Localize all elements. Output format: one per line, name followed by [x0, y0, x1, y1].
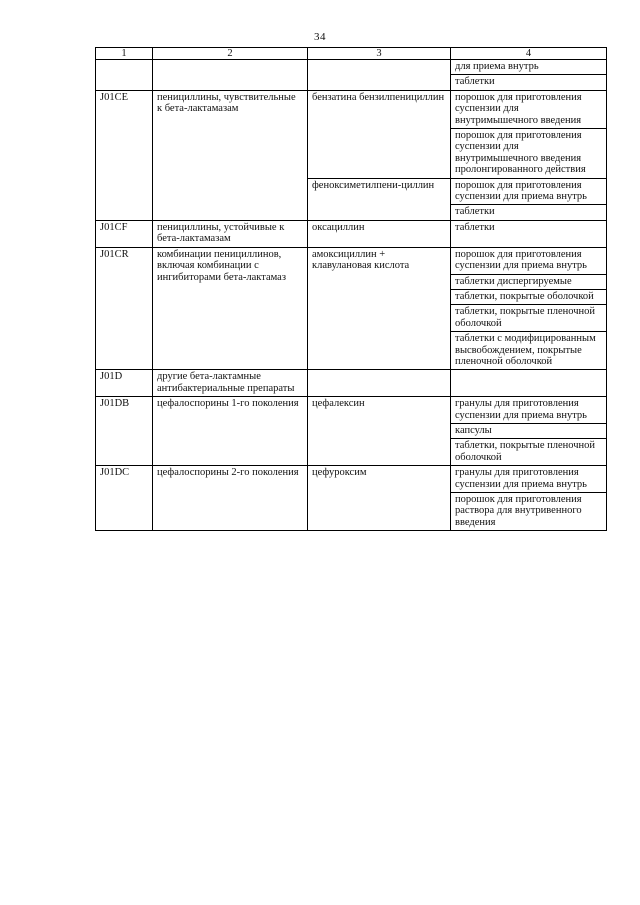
- dosage-form: гранулы для приготовления суспензии для приема внутрь: [451, 397, 607, 424]
- dosage-form: порошок для приготовления раствора для внутривенного введения: [451, 493, 607, 531]
- table-row: [96, 370, 607, 397]
- substance-name: [308, 370, 451, 397]
- group-name: комбинации пенициллинов, включая комбинации с ингибиторами бета-лактамаз: [153, 247, 308, 370]
- dosage-form: порошок для приготовления суспензии для приема внутрь: [451, 247, 607, 274]
- dosage-form: таблетки диспергируемые: [451, 274, 607, 289]
- dosage-form: для приема внутрь: [451, 60, 607, 75]
- dosage-form: таблетки: [451, 75, 607, 90]
- table-row: [96, 247, 607, 274]
- dosage-form: таблетки, покрытые оболочкой: [451, 289, 607, 304]
- dosage-form: таблетки: [451, 205, 607, 220]
- dosage-form: таблетки, покрытые пленочной оболочкой: [451, 305, 607, 332]
- table-row: [96, 90, 607, 128]
- column-header: 2: [153, 48, 308, 60]
- dosage-form: гранулы для приготовления суспензии для приема внутрь: [451, 466, 607, 493]
- atc-code: J01DC: [96, 466, 153, 531]
- substance-name: амоксициллин + клавулановая кислота: [308, 247, 451, 370]
- dosage-form: [451, 370, 607, 397]
- table-row: [96, 60, 607, 75]
- column-header: 4: [451, 48, 607, 60]
- page-number: 34: [314, 31, 326, 43]
- group-name: пенициллины, устойчивые к бета-лактамазам: [153, 220, 308, 247]
- substance-name: цефуроксим: [308, 466, 451, 531]
- group-name: пенициллины, чувствительные к бета-лактамазам: [153, 90, 308, 220]
- table-row: [96, 466, 607, 493]
- table-row: [96, 220, 607, 247]
- dosage-form: капсулы: [451, 423, 607, 438]
- atc-code: J01D: [96, 370, 153, 397]
- dosage-form: таблетки, покрытые пленочной оболочкой: [451, 439, 607, 466]
- group-name: цефалоспорины 1-го поколения: [153, 397, 308, 466]
- atc-code: J01CF: [96, 220, 153, 247]
- dosage-form: таблетки: [451, 220, 607, 247]
- dosage-form: порошок для приготовления суспензии для внутримышечного введения: [451, 90, 607, 128]
- atc-code: J01DB: [96, 397, 153, 466]
- group-name: другие бета-лактамные антибактериальные препараты: [153, 370, 308, 397]
- substance-name: [308, 60, 451, 91]
- substance-name: феноксиметилпени-циллин: [308, 178, 451, 220]
- drug-table: [95, 47, 607, 531]
- table-row: [96, 397, 607, 424]
- substance-name: бензатина бензилпенициллин: [308, 90, 451, 178]
- atc-code: J01CE: [96, 90, 153, 220]
- dosage-form: таблетки с модифицированным высвобождением, покрытые пленочной оболочкой: [451, 332, 607, 370]
- dosage-form: порошок для приготовления суспензии для внутримышечного введения пролонгированного действия: [451, 129, 607, 179]
- column-header: 3: [308, 48, 451, 60]
- group-name: цефалоспорины 2-го поколения: [153, 466, 308, 531]
- substance-name: оксациллин: [308, 220, 451, 247]
- atc-code: [96, 60, 153, 91]
- column-header: 1: [96, 48, 153, 60]
- header-row: [96, 48, 607, 60]
- substance-name: цефалексин: [308, 397, 451, 466]
- group-name: [153, 60, 308, 91]
- dosage-form: порошок для приготовления суспензии для приема внутрь: [451, 178, 607, 205]
- atc-code: J01CR: [96, 247, 153, 370]
